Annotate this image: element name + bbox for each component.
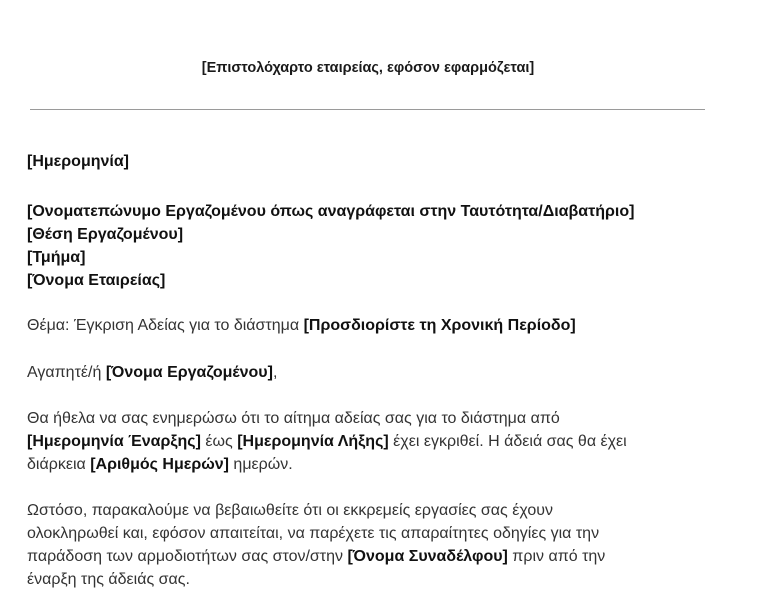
placeholder-field: [Όνομα Συναδέλφου] (347, 548, 508, 565)
placeholder-field: [Όνομα Εργαζομένου] (105, 364, 273, 381)
letter-text: Αγαπητέ/ή (27, 364, 106, 381)
date-line (27, 152, 129, 172)
placeholder-field: [Αριθμός Ημερών] (90, 456, 229, 473)
company-name-line (27, 271, 165, 291)
placeholder-field: [Ονοματεπώνυμο Εργαζομένου όπως αναγράφεται στην Ταυτότητα/Διαβατήριο] (27, 203, 635, 220)
letter-text: παράδοση των αρμοδιοτήτων σας στον/στην (27, 548, 348, 565)
letterhead-placeholder: [Επιστολόχαρτο εταιρείας, εφόσον εφαρμόζεται] (201, 60, 535, 76)
department-line (27, 248, 85, 268)
paragraph2-line (27, 570, 190, 590)
paragraph2-line (27, 547, 605, 567)
paragraph1-line (27, 409, 560, 429)
header-divider (30, 109, 705, 110)
letter-text: έως (200, 433, 238, 450)
placeholder-field: [Ημερομηνία] (27, 153, 130, 170)
letter-text: , (272, 364, 278, 381)
employee-position-line (27, 225, 183, 245)
letter-text: ολοκληρωθεί και, εφόσον απαιτείται, να παρέχετε τις απαραίτητες οδηγίες για την (27, 525, 600, 542)
placeholder-field: [Ημερομηνία Έναρξης] (27, 433, 201, 450)
letter-text: Ωστόσο, παρακαλούμε να βεβαιωθείτε ότι οι εκκρεμείς εργασίες σας έχουν (27, 502, 553, 519)
placeholder-field: [Θέση Εργαζομένου] (27, 226, 184, 243)
letter-text: Θα ήθελα να σας ενημερώσω ότι το αίτημα αδείας σας για το διάστημα από (27, 410, 560, 427)
letter-text: διάρκεια (27, 456, 91, 473)
paragraph2-line (27, 524, 599, 544)
greeting-line (27, 363, 277, 383)
subject-line (27, 316, 576, 336)
letter-text: Θέμα: Έγκριση Αδείας για το διάστημα (27, 317, 304, 334)
placeholder-field: [Τμήμα] (27, 249, 86, 266)
paragraph1-line (27, 455, 293, 475)
placeholder-field: [Προσδιορίστε τη Χρονική Περίοδο] (303, 317, 576, 334)
letter-text: ημερών. (228, 456, 293, 473)
letter-text: πριν από την (507, 548, 606, 565)
paragraph2-line (27, 501, 553, 521)
letter-text: έναρξη της άδειάς σας. (27, 571, 190, 588)
employee-name-line (27, 202, 634, 222)
placeholder-field: [Όνομα Εταιρείας] (27, 272, 166, 289)
paragraph1-line (27, 432, 627, 452)
letter-text: έχει εγκριθεί. Η άδειά σας θα έχει (388, 433, 627, 450)
placeholder-field: [Ημερομηνία Λήξης] (237, 433, 389, 450)
